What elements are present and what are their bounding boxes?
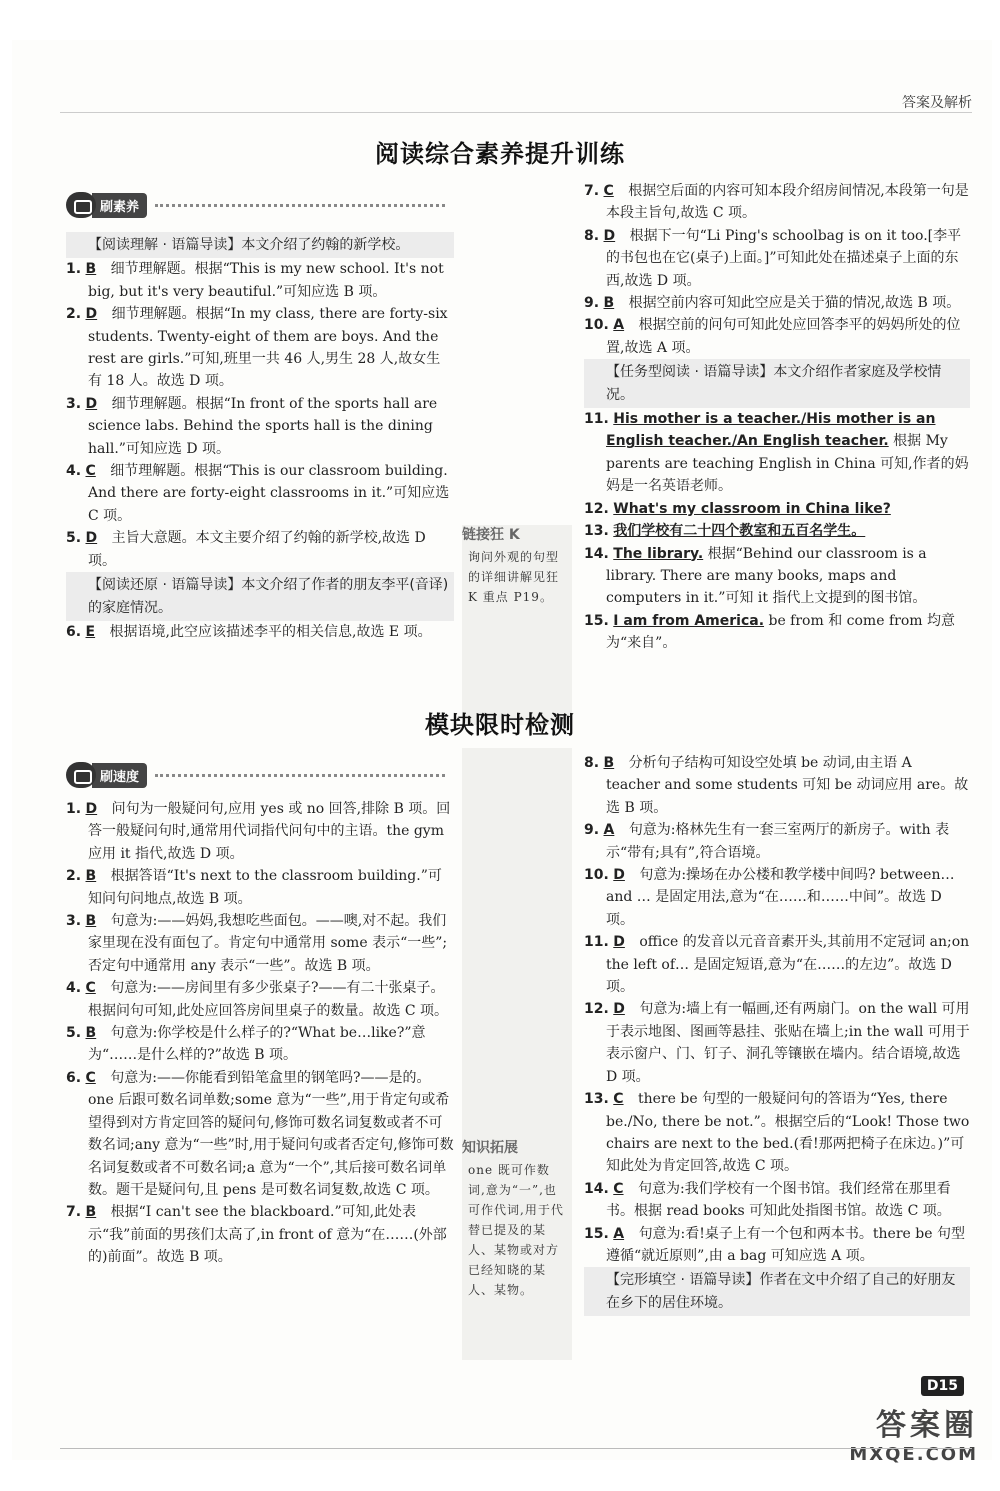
answer-key: D <box>85 530 98 547</box>
answer-key: D <box>613 1001 625 1018</box>
explanation-text: 细节理解题。根据“This is my new school. It's not big, but it's very beautiful.”可知应选 B 项。 <box>88 261 444 300</box>
answer-item <box>584 314 970 359</box>
question-number: 5. <box>66 1025 82 1042</box>
question-number: 4. <box>66 980 82 997</box>
question-number: 1. <box>66 261 82 278</box>
answer-item <box>66 393 454 460</box>
explanation-text: 根据空后面的内容可知本段介绍房间情况,本段第一句是本段主旨句,故选 C 项。 <box>606 183 969 222</box>
explanation-text: 细节理解题。根据“In my class, there are forty-six students. Twenty-eight of them are boys. And the rest are girls.”可知,班里一共 46 人,男生 28 人,故女生有 18 人。故选 D 项。 <box>88 306 448 390</box>
explanation-text: 句意为:我们学校有一个图书馆。我们经常在那里看书。根据 read books 可知此处指图书馆。故选 C 项。 <box>606 1180 951 1220</box>
explanation-text: 细节理解题。根据“In front of the sports hall are science labs. Behind the sports hall is the dining hall.”可知应选 D 项。 <box>88 395 438 457</box>
answer-item <box>66 1201 454 1268</box>
answer-item <box>584 752 970 819</box>
question-number: 5. <box>66 530 82 547</box>
section2-badge <box>66 762 445 788</box>
question-number: 11. <box>584 934 609 951</box>
explanation-text: 句意为:操场在办公楼和教学楼中间吗? between… and … 是固定用法,意为“在……和……中间”。故选 D 项。 <box>606 867 955 928</box>
answer-item <box>584 498 970 520</box>
answer-item <box>584 1178 970 1223</box>
section-label: 答案及解析 <box>902 95 972 111</box>
explanation-text: there be 句型的一般疑问句的答语为“Yes, there be./No, there be not.”。根据空后的“Look! Those two chairs are next to the bed.(看!那两把椅子在床边。)”可知此处为肯定回答,故选 C 项。 <box>606 1091 970 1175</box>
section2-sidebar <box>462 748 572 1360</box>
explanation-text: 问句为一般疑问句,应用 yes 或 no 回答,排除 B 项。回答一般疑问句时,通常用代词指代问句中的主语。the gym 应用 it 指代,故选 D 项。 <box>88 801 451 862</box>
answer-item <box>66 865 454 910</box>
answer-key: B <box>85 913 97 930</box>
page-number: D15 <box>921 1376 964 1396</box>
question-number: 3. <box>66 913 82 930</box>
book-icon <box>66 192 96 218</box>
reading-guide: 【任务型阅读 · 语篇导读】本文介绍作者家庭及学校情况。 <box>584 359 970 408</box>
footer-rule <box>60 1448 972 1449</box>
answer-key: D <box>603 227 616 244</box>
answer-key: C <box>85 1069 96 1086</box>
question-number: 13. <box>584 1091 609 1108</box>
answer-item <box>66 977 454 1022</box>
answer-item <box>584 819 970 864</box>
answer-key: B <box>85 261 97 278</box>
answer-item <box>66 1022 454 1067</box>
explanation-text: 根据 My parents are teaching English in China 可知,作者的妈妈是一名英语老师。 <box>606 433 969 495</box>
answer-key: A <box>603 822 615 839</box>
answer-key: C <box>603 183 614 199</box>
answer-key: B <box>85 1204 97 1221</box>
question-number: 12. <box>584 1001 609 1018</box>
explanation-text: 句意为:——房间里有多少张桌子?——有二十张桌子。根据问句可知,此处应回答房间里桌子的数量。故选 C 项。 <box>88 980 449 1019</box>
section1-sidebar <box>462 525 572 725</box>
explanation-text: 句意为:看!桌子上有一个包和两本书。there be 句型遵循“就近原则”,由 a bag 可知应选 A 项。 <box>606 1225 965 1264</box>
dotted-divider <box>155 204 445 207</box>
answer-key: His mother is a teacher./His mother is an English teacher./An English teacher. <box>606 411 936 450</box>
explanation-text: 主旨大意题。本文主要介绍了约翰的新学校,故选 D 项。 <box>88 530 426 569</box>
answer-item <box>66 798 454 865</box>
question-number: 7. <box>66 1204 82 1221</box>
watermark-logo <box>849 1400 978 1465</box>
answer-item <box>584 520 970 542</box>
answer-key: What's my classroom in China like? <box>613 500 891 517</box>
question-number: 2. <box>66 306 82 323</box>
reading-guide: 【阅读理解 · 语篇导读】本文介绍了约翰的新学校。 <box>66 232 454 258</box>
answer-item <box>584 225 970 292</box>
explanation-text: 根据下一句“Li Ping's schoolbag is on it too.[李平的书包也在它(桌子)上面。]”可知此处在描述桌子上面的东西,故选 D 项。 <box>606 227 962 289</box>
dotted-divider <box>155 774 445 777</box>
explanation-text: 句意为:格林先生有一套三室两厅的新房子。with 表示“带有;具有”,符合语境。 <box>606 822 950 861</box>
answer-key: D <box>613 934 625 951</box>
answer-key: C <box>613 1091 624 1108</box>
answer-key: I am from America. <box>613 612 765 629</box>
answer-item <box>584 998 970 1088</box>
section1-badge-label: 刷素养 <box>92 193 147 218</box>
section1-left-column <box>66 232 454 643</box>
answer-key: C <box>85 980 96 997</box>
explanation-text: be from 和 come from 均意为“来自”。 <box>606 612 955 652</box>
question-number: 7. <box>584 183 600 199</box>
answer-item <box>66 303 454 393</box>
answer-item <box>584 1088 970 1178</box>
explanation-text: office 的发音以元音音素开头,其前用不定冠词 an;on the left of… 是固定短语,意为“在……的左边”。故选 D 项。 <box>606 934 970 996</box>
answer-key: C <box>613 1180 624 1197</box>
answer-key: B <box>603 755 615 771</box>
sidebar-body: one 既可作数词,意为“一”,也可作代词,用于代替已提及的某人、某物或对方已经知晓的某人、某物。 <box>468 1163 564 1297</box>
question-number: 1. <box>66 801 82 817</box>
answer-item <box>66 621 454 643</box>
question-number: 8. <box>584 755 600 771</box>
question-number: 14. <box>584 545 609 562</box>
question-number: 14. <box>584 1180 609 1197</box>
answer-key: D <box>85 306 98 323</box>
answer-key: B <box>85 868 97 885</box>
answer-item <box>584 180 970 225</box>
explanation-text: 根据“Behind our classroom is a library. There are many books, maps and computers in it.”可知 it 指代上文提到的图书馆。 <box>606 545 927 607</box>
question-number: 10. <box>584 867 609 884</box>
question-number: 4. <box>66 463 82 480</box>
section2-title: 模块限时检测 <box>425 711 575 739</box>
answer-item <box>66 460 454 527</box>
answer-item <box>66 1067 454 1201</box>
answer-item <box>66 527 454 572</box>
answer-item <box>584 408 970 498</box>
question-number: 15. <box>584 1225 609 1242</box>
explanation-text: 细节理解题。根据“This is our classroom building. And there are forty-eight classrooms in it.”可知应选 C 项。 <box>88 463 450 524</box>
sidebar-heading: 链接狂 K <box>462 527 520 543</box>
explanation-text: 句意为:墙上有一幅画,还有两扇门。on the wall 可用于表示地图、图画等悬挂、张贴在墙上;in the wall 可用于表示窗户、门、钉子、洞孔等镶嵌在墙内。结合语境,故选 D 项。 <box>606 1001 970 1085</box>
section2-left-column <box>66 798 454 1269</box>
question-number: 9. <box>584 822 600 839</box>
explanation-text: 句意为:——妈妈,我想吃些面包。——噢,对不起。我们家里现在没有面包了。肯定句中通常用 some 表示“一些”;否定句中通常用 any 表示“一些”。故选 B 项。 <box>88 913 448 974</box>
explanation-text: 句意为:——你能看到铅笔盒里的钢笔吗?——是的。one 后跟可数名词单数;some 意为“一些”,用于肯定句或希望得到对方肯定回答的疑问句,修饰可数名词复数或者不可数名词;any 意为“一些”时,用于疑问句或者否定句,修饰可数名词复数或者不可数名词;a 意为“一个”,其后接可数名词单数。题干是疑问句,且 pens 是可数名词复数,故选 C 项。 <box>88 1069 454 1198</box>
question-number: 13. <box>584 523 609 540</box>
question-number: 11. <box>584 411 609 428</box>
answer-key: 我们学校有二十四个教室和五百名学生。 <box>613 523 866 540</box>
answer-key: B <box>603 295 615 312</box>
reading-guide: 【完形填空 · 语篇导读】作者在文中介绍了自己的好朋友在乡下的居住环境。 <box>584 1267 970 1316</box>
section1-title: 阅读综合素养提升训练 <box>375 140 625 168</box>
watermark-line2: MXQE.COM <box>849 1444 978 1465</box>
answer-key: C <box>85 463 96 480</box>
answer-item <box>584 610 970 655</box>
answer-key: D <box>613 867 625 884</box>
answer-key: The library. <box>613 545 704 562</box>
answer-key: D <box>85 801 98 817</box>
explanation-text: 根据“I can't see the blackboard.”可知,此处表示“我”前面的男孩们太高了,in front of 意为“在……(外部的)前面”。故选 B 项。 <box>88 1204 447 1266</box>
question-number: 8. <box>584 227 600 244</box>
reading-guide: 【阅读还原 · 语篇导读】本文介绍了作者的朋友李平(音译)的家庭情况。 <box>66 572 454 621</box>
section1-right-column <box>584 180 970 655</box>
watermark-line1: 答案圈 <box>876 1408 978 1443</box>
question-number: 2. <box>66 868 82 885</box>
explanation-text: 根据答语“It's next to the classroom building.”可知问句问地点,故选 B 项。 <box>88 868 442 907</box>
question-number: 10. <box>584 317 609 334</box>
question-number: 12. <box>584 500 609 517</box>
question-number: 15. <box>584 612 609 629</box>
clock-icon <box>66 762 96 788</box>
section1-badge <box>66 192 445 218</box>
answer-item <box>584 543 970 610</box>
explanation-text: 根据空前的问句可知此处应回答李平的妈妈所处的位置,故选 A 项。 <box>606 317 961 356</box>
answer-item <box>66 258 454 303</box>
question-number: 6. <box>66 623 82 640</box>
explanation-text: 分析句子结构可知设空处填 be 动词,由主语 A teacher and some students 可知 be 动词应用 are。故选 B 项。 <box>606 755 969 816</box>
answer-key: A <box>613 1225 625 1242</box>
answer-key: A <box>613 317 625 334</box>
explanation-text: 根据空前内容可知此空应是关于猫的情况,故选 B 项。 <box>628 295 961 312</box>
answer-item <box>66 910 454 977</box>
section2-right-column <box>584 752 970 1316</box>
answer-key: B <box>85 1025 97 1042</box>
answer-item <box>584 931 970 998</box>
explanation-text: 句意为:你学校是什么样子的?“What be…like?”意为“……是什么样的?”故选 B 项。 <box>88 1025 426 1064</box>
section2-badge-label: 刷速度 <box>92 763 147 788</box>
answer-key: E <box>85 623 96 640</box>
header-rule <box>60 112 972 113</box>
answer-key: D <box>85 395 98 412</box>
answer-item <box>584 1223 970 1268</box>
answer-item <box>584 292 970 314</box>
sidebar-heading: 知识拓展 <box>462 1140 518 1156</box>
answer-item <box>584 864 970 931</box>
question-number: 6. <box>66 1069 82 1086</box>
explanation-text: 根据语境,此空应该描述李平的相关信息,故选 E 项。 <box>109 623 432 640</box>
question-number: 9. <box>584 295 600 312</box>
question-number: 3. <box>66 395 82 412</box>
sidebar-body: 询问外观的句型的详细讲解见狂 K 重点 P19。 <box>468 550 560 604</box>
